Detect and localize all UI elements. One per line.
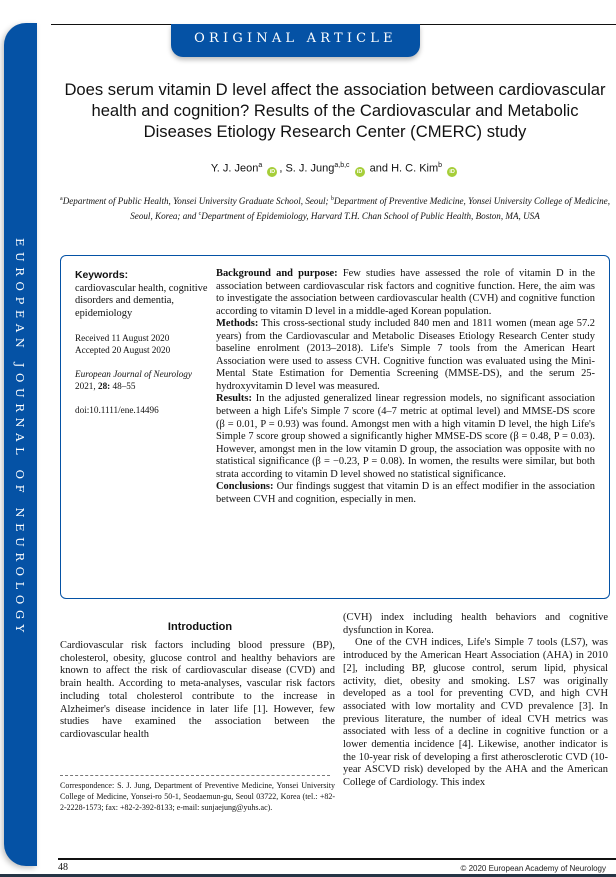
affiliations xyxy=(60,193,610,222)
author-affiliation-sup: a xyxy=(258,162,263,169)
journal-pages: 48–55 xyxy=(110,381,136,392)
journal-name-vertical: EUROPEAN JOURNAL OF NEUROLOGY xyxy=(13,238,27,638)
orcid-icon[interactable]: iD xyxy=(267,167,277,177)
affiliation-text: Department of Public Health, Yonsei University Graduate School, Seoul; xyxy=(62,196,331,207)
journal-year: 2021, xyxy=(75,381,98,392)
journal-citation xyxy=(75,368,210,392)
author-name: Y. J. Jeon xyxy=(210,162,259,175)
author-affiliation-sup: a,b,c xyxy=(334,162,350,169)
paragraph-continuation: (CVH) index including health behaviors and cognitive dysfunction in Korea. xyxy=(343,612,608,636)
author-separator: , xyxy=(279,162,286,175)
author-name: H. C. Kim xyxy=(391,162,439,175)
section-text: Few studies have assessed the role of vitamin D in the association between cardiovascular risk factors and cognitive function. Here, the aim was to investigate the association between cardiovascular health (CVH) and cognitive function according to vitamin D level in a middle-aged Korean population. xyxy=(216,268,595,317)
abstract-methods xyxy=(216,318,595,393)
abstract-text xyxy=(216,268,595,506)
doi-link[interactable]: doi:10.1111/ene.14496 xyxy=(75,405,159,416)
article-title: Does serum vitamin D level affect the association between cardiovascular health and cognition? Results of the Cardiovascular and Metabolic Diseases Etiology Research Center (CMERC) study xyxy=(64,80,606,141)
section-label: Conclusions: xyxy=(216,481,274,493)
section-text: In the adjusted generalized linear regression models, no significant association between a high Life's Simple 7 score (4–7 metric at optimal level) and MMSE-DS score (β = 0.01, P = 0.93) was found. Amongst men with a high vitamin D level, the high Life's Simple 7 score group showed a significantly higher MMSE-DS score (β = 0.48, P = 0.03). However, amongst men in the low vitamin D group, the association was opposite with no statistical significance (β = −0.23, P = 0.08). In women, the results were similar, but both strata according to vitamin D level showed no statistical significance. xyxy=(216,393,595,480)
affiliation-sup: c xyxy=(198,210,202,217)
affiliation-sup: b xyxy=(330,196,334,202)
abstract-sidebar xyxy=(75,270,210,417)
footer-rule xyxy=(58,858,616,860)
abstract-conclusions xyxy=(216,481,595,506)
affiliation-text: Department of Preventive Medicine, Yonsei University College of Medicine, Seoul, Korea; and xyxy=(130,196,610,221)
keywords-list: cardiovascular health, cognitive disorders and dementia, epidemiology xyxy=(75,282,208,319)
keywords-heading: Keywords: xyxy=(75,270,129,281)
orcid-icon[interactable]: iD xyxy=(447,167,457,177)
copyright-notice: © 2020 European Academy of Neurology xyxy=(460,864,606,873)
correspondence-footnote: Correspondence: S. J. Jung, Department of Preventive Medicine, Yonsei University College of Medicine, Yonsei-ro 50-1, Seodaemun-gu, Seoul 03722, Korea (tel.: +82-2-2228-1573; fax: +82-2-392-8133; e-mail: sunjaejung@yuhs.ac). xyxy=(60,781,335,812)
introduction-right-column xyxy=(343,612,608,790)
section-text: Our findings suggest that vitamin D is an effect modifier in the association between CVH and cognition, especially in men. xyxy=(216,481,595,505)
section-text: This cross-sectional study included 840 men and 1811 women (mean age 57.2 years) from the Cardiovascular and Metabolic Diseases Etiology Research Center study baseline enrolment (2013–2018). Life's Simple 7 tools from the American Heart Association were used to assess CVH. Cognitive function was evaluated using the Mini-Mental State Estimation for Dementia Screening (MMSE-DS), and the serum 25-hydroxyvitamin D level was measured. xyxy=(216,318,595,392)
article-type-banner: ORIGINAL ARTICLE xyxy=(171,24,420,57)
journal-name: European Journal of Neurology xyxy=(75,369,192,380)
introduction-left-column: Cardiovascular risk factors including blood pressure (BP), cholesterol, obesity, glucose control and healthy behaviors are known to affect the risk of cardiovascular disease (CVD) and brain health. According to meta-analyses, vascular risk factors including total cholesterol contribute to the increase in Alzheimer's disease incidence in later life [1]. However, few studies have examined the association between the cardiovascular health xyxy=(60,640,335,740)
introduction-heading: Introduction xyxy=(167,621,233,633)
section-label: Methods: xyxy=(216,318,259,330)
page-number: 48 xyxy=(58,862,68,873)
author-name: S. J. Jung xyxy=(285,162,335,175)
author-affiliation-sup: b xyxy=(438,162,443,169)
author-list xyxy=(60,162,610,177)
affiliation-sup: a xyxy=(60,196,63,202)
dates xyxy=(75,332,210,356)
accepted-date: Accepted 20 August 2020 xyxy=(75,345,171,356)
section-label: Background and purpose: xyxy=(216,268,338,279)
paragraph: One of the CVH indices, Life's Simple 7 tools (LS7), was introduced by the American Heart Association (AHA) in 2010 [2], including BP, glucose control, serum lipid, physical activity, diet, obesity and smoking. LS7 was originally developed as a tool for preventing CVD, and high CVH associated with low mortality and CVD prevalence [3]. In previous literature, the number of ideal CVH metrics was associated with less of a decline in cognitive function or a lower dementia incidence [4]. Likewise, another indicator is the 10-year risk of developing a first atherosclerotic CVD (10-year ASCVD risk) developed by the AHA and the American College of Cardiology. This index xyxy=(343,637,608,789)
abstract-results xyxy=(216,393,595,481)
orcid-icon[interactable]: iD xyxy=(355,167,365,177)
affiliation-text: Department of Epidemiology, Harvard T.H. Chan School of Public Health, Boston, MA, USA xyxy=(201,210,540,221)
journal-volume: 28: xyxy=(97,381,111,392)
author-separator: and xyxy=(366,162,392,175)
section-label: Results: xyxy=(216,393,252,405)
footnote-divider xyxy=(60,775,330,776)
abstract-background xyxy=(216,268,595,318)
received-date: Received 11 August 2020 xyxy=(75,333,170,344)
